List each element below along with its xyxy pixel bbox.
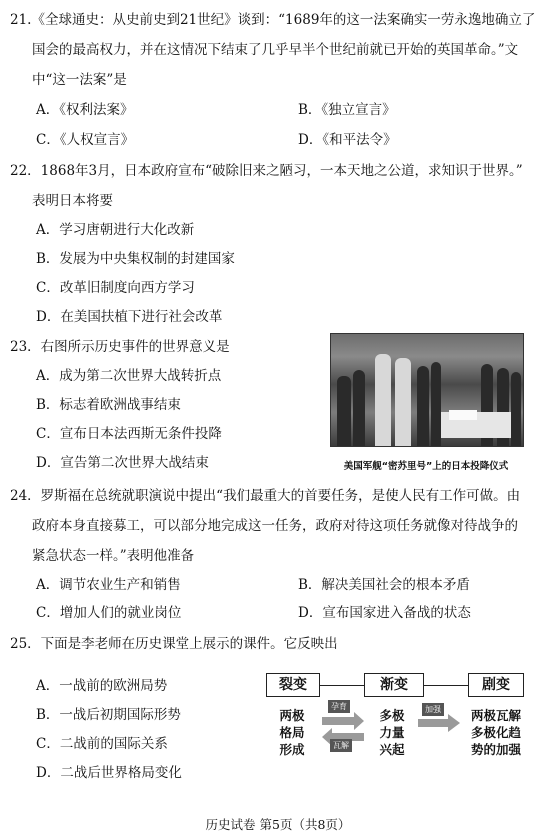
col1-line1: 两极	[279, 708, 305, 723]
col2-line1: 多极	[379, 708, 405, 723]
q23-option-d: D．宣告第二次世界大战结束	[36, 455, 209, 471]
col3-line1: 两极瓦解	[470, 708, 521, 723]
q23-option-c: C．宣布日本法西斯无条件投降	[36, 426, 222, 442]
q21-stem-line1: 21.《全球通史：从史前史到21世纪》谈到：“1689年的这一法案确实一劳永逸地确立了	[10, 12, 536, 28]
q24-option-c: C．增加人们的就业岗位	[36, 605, 182, 621]
q24-stem-line2: 政府本身直接募工，可以部分地完成这一任务，政府对待这项任务就像对待战争的	[32, 518, 518, 534]
q21-stem-line2: 国会的最高权力，并在这情况下结束了几乎早半个世纪前就已开始的英国革命。”文	[32, 42, 519, 58]
q21-option-c: C．《人权宣言》	[36, 132, 135, 148]
q21-option-b: B．《独立宣言》	[298, 102, 396, 118]
q22-option-c: C．改革旧制度向西方学习	[36, 280, 195, 296]
right-arrow-icon	[418, 714, 460, 732]
diagram-box-gradual: 渐变	[364, 673, 424, 697]
q25-option-d: D．二战后世界格局变化	[36, 765, 182, 781]
q24-option-d: D．宣布国家进入备战的状态	[298, 605, 471, 621]
q23-option-a: A．成为第二次世界大战转折点	[36, 368, 222, 384]
q21-option-a: A．《权利法案》	[36, 102, 134, 118]
q22-option-a: A．学习唐朝进行大化改新	[36, 222, 195, 238]
q24-stem-line1: 24．罗斯福在总统就职演说中提出“我们最重大的首要任务，是使人民有工作可做。由	[10, 488, 521, 504]
col2-line3: 兴起	[379, 742, 405, 757]
col2-line2: 力量	[379, 725, 405, 740]
col1-line3: 形成	[279, 742, 305, 757]
photo-caption: 美国军舰“密苏里号”上的日本投降仪式	[343, 461, 509, 472]
tag-nurture: 孕育	[328, 700, 350, 713]
right-arrow-icon	[322, 712, 364, 730]
q25-option-a: A．一战前的欧洲局势	[36, 678, 168, 694]
q25-option-c: C．二战前的国际关系	[36, 736, 168, 752]
diagram-connector-2	[422, 685, 468, 686]
diagram-box-fission: 裂变	[266, 673, 320, 697]
q24-option-b: B．解决美国社会的根本矛盾	[298, 577, 470, 593]
col3-line3: 势的加强	[470, 742, 521, 757]
diagram-connector-1	[318, 685, 364, 686]
col1-line2: 格局	[279, 725, 305, 740]
q24-option-a: A．调节农业生产和销售	[36, 577, 181, 593]
surrender-ceremony-photo	[330, 333, 524, 447]
q24-stem-line3: 紧急状态一样。”表明他准备	[32, 548, 195, 564]
tag-strengthen: 加强	[422, 703, 444, 716]
q21-option-d: D．《和平法令》	[298, 132, 397, 148]
q23-stem-line1: 23．右图所示历史事件的世界意义是	[10, 339, 230, 355]
col3-line2: 多极化趋	[470, 725, 521, 740]
tag-disintegrate: 瓦解	[330, 739, 352, 752]
page-footer: 历史试卷 第5页（共8页）	[205, 817, 351, 832]
q25-stem-line1: 25．下面是李老师在历史课堂上展示的课件。它反映出	[10, 636, 338, 652]
q22-stem-line1: 22．1868年3月，日本政府宣布“破除旧来之陋习，一本天地之公道，求知识于世界。”	[10, 163, 523, 179]
q21-stem-line3: 中“这一法案”是	[32, 72, 127, 88]
q22-stem-line2: 表明日本将要	[32, 193, 113, 209]
q22-option-b: B．发展为中央集权制的封建国家	[36, 251, 235, 267]
q25-option-b: B．一战后初期国际形势	[36, 707, 181, 723]
q23-option-b: B．标志着欧洲战事结束	[36, 397, 181, 413]
diagram-box-drastic: 剧变	[468, 673, 524, 697]
q22-option-d: D．在美国扶植下进行社会改革	[36, 309, 223, 325]
